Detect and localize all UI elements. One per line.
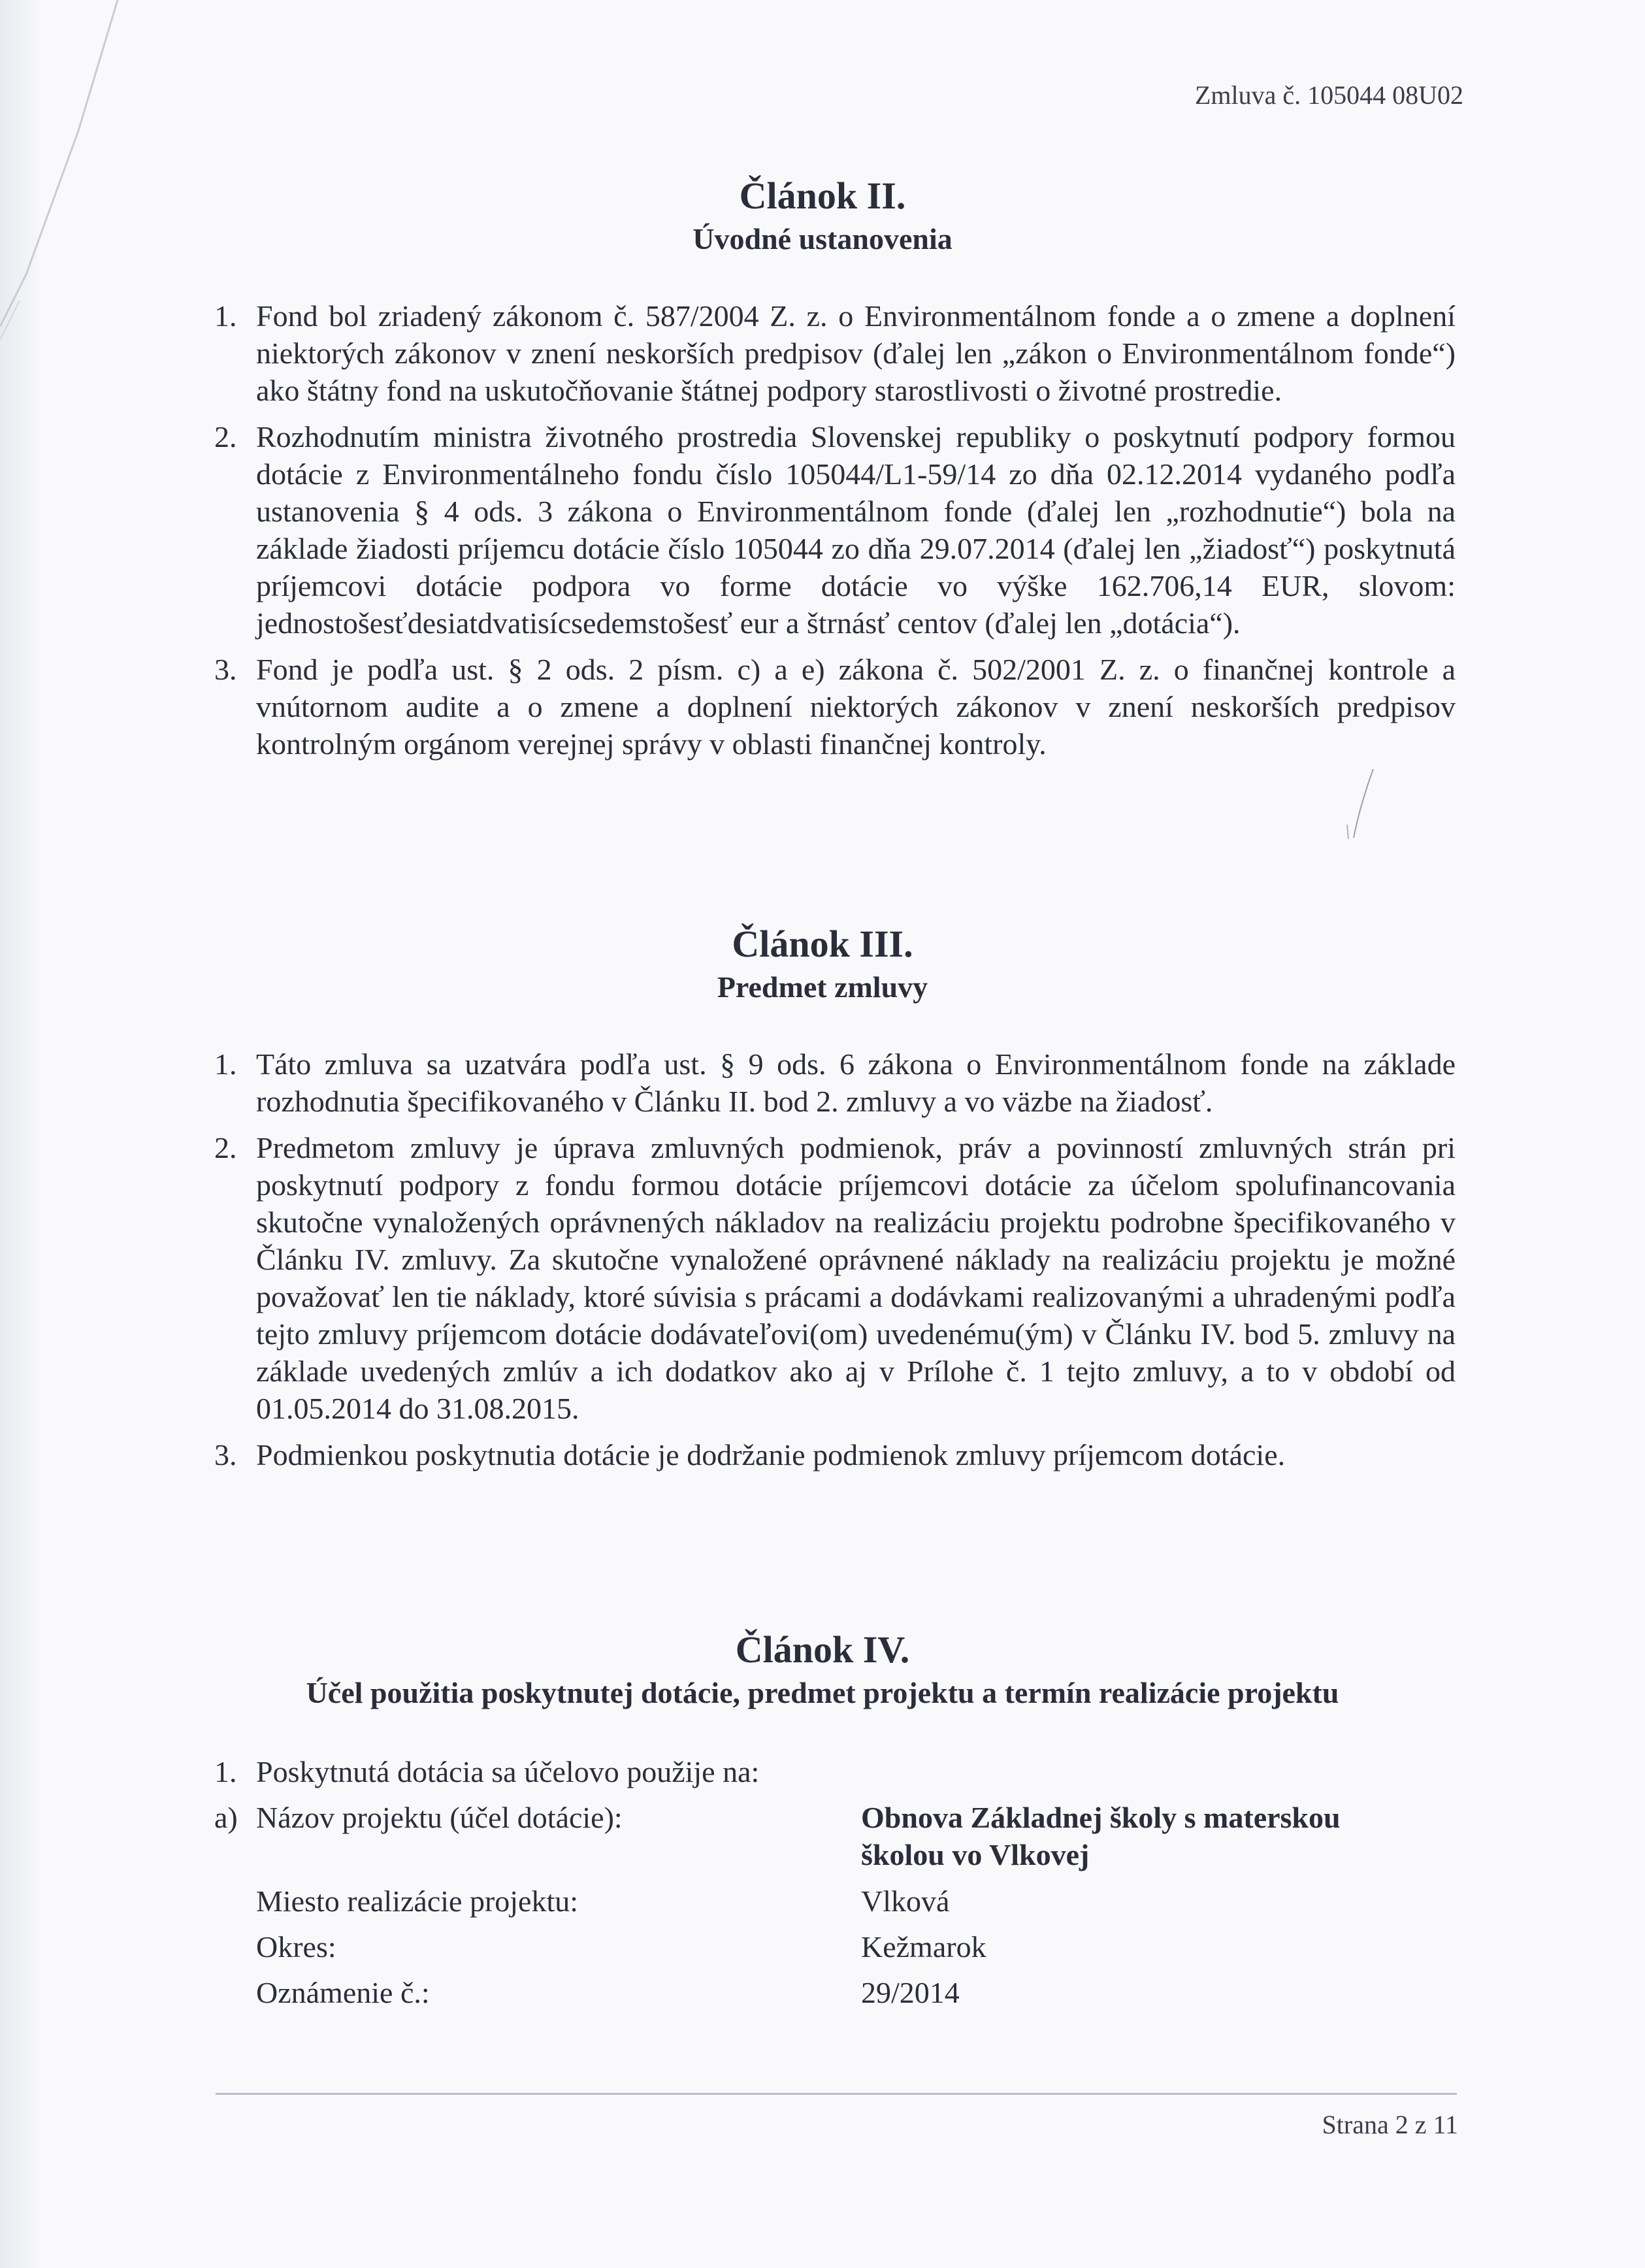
item-number: 2. — [214, 420, 237, 453]
item-number: 1. — [214, 299, 237, 333]
article-4-subtitle: Účel použitia poskytnutej dotácie, predmet projektu a termín realizácie projektu — [306, 1676, 1339, 1709]
notice-row — [214, 1974, 1456, 2020]
item-text: Táto zmluva sa uzatvára podľa ust. § 9 ods. 6 zákona o Environmentálnom fonde na základe rozhodnutia špecifikovaného v Článku II. bod 2. zmluvy a vo väzbe na žiadosť. — [256, 1047, 1456, 1118]
project-name-line-2: školou vo Vlkovej — [861, 1838, 1090, 1871]
footer-divider — [216, 2093, 1457, 2095]
page-number: Strana 2 z 11 — [1322, 2110, 1458, 2139]
location-row — [214, 1882, 1456, 1928]
item-text: Predmetom zmluvy je úprava zmluvných podmienok, práv a povinností zmluvných strán pri poskytnutí podpory z fondu formou dotácie príjemcovi dotácie za účelom spolufinancovania skutočne vynaložených oprávnených nákladov na realizáciu projektu podrobne špecifikovaného v Článku IV. zmluvy. Za skutočne vynaložené oprávnené náklady na realizáciu projektu je možné považovať len tie náklady, ktoré súvisia s prácami a dodávkami realizovanými a uhradenými podľa tejto zmluvy príjemcom dotácie dodávateľovi(om) uvedenému(ým) v Článku IV. bod 5. zmluvy na základe uvedených zmlúv a ich dodatkov ako aj v Prílohe č. 1 tejto zmluvy, a to v období od 01.05.2014 do 31.08.2015. — [256, 1131, 1456, 1425]
article-3-list — [214, 1045, 1456, 1483]
article-2-title: Článok II. — [739, 174, 906, 217]
contract-reference: Zmluva č. 105044 08U02 — [1194, 80, 1463, 110]
item-text: Podmienkou poskytnutia dotácie je dodržanie podmienok zmluvy príjemcom dotácie. — [256, 1438, 1286, 1471]
article-2-subtitle: Úvodné ustanovenia — [692, 222, 953, 255]
article-3-title: Článok III. — [732, 923, 913, 965]
project-name-row — [214, 1799, 1456, 1882]
article-4-heading — [0, 1627, 1645, 1713]
article-2-list — [214, 297, 1456, 772]
item-number: 2. — [214, 1131, 237, 1164]
notice-value: 29/2014 — [861, 1976, 960, 2009]
list-item — [214, 297, 1456, 409]
item-text: Fond je podľa ust. § 2 ods. 2 písm. c) a e) zákona č. 502/2001 Z. z. o finančnej kontrole a vnútornom audite a o zmene a doplnení niektorých zákonov v znení neskorších predpisov kontrolným orgánom verejnej správy v oblasti finančnej kontroly. — [256, 653, 1456, 761]
list-item — [214, 651, 1456, 763]
project-name-value — [861, 1799, 1341, 1873]
list-item — [214, 418, 1456, 642]
article-3-subtitle: Predmet zmluvy — [717, 970, 928, 1004]
article-3-heading — [0, 921, 1645, 1008]
article-2-heading — [0, 173, 1645, 259]
intro-row — [214, 1753, 1456, 1799]
location-label: Miesto realizácie projektu: — [256, 1884, 579, 1918]
article-4-title: Článok IV. — [735, 1628, 910, 1671]
list-item — [214, 1436, 1456, 1473]
item-number: 1. — [214, 1047, 237, 1081]
item-number: 1. — [214, 1755, 237, 1788]
district-label: Okres: — [256, 1930, 336, 1964]
list-item — [214, 1129, 1456, 1427]
notice-label: Oznámenie č.: — [256, 1976, 430, 2009]
location-value: Vlková — [861, 1884, 950, 1918]
project-details — [214, 1753, 1456, 2020]
item-number: 3. — [214, 1438, 237, 1471]
item-number: a) — [214, 1801, 238, 1834]
pen-mark — [1341, 766, 1380, 844]
list-item — [214, 1045, 1456, 1120]
item-text: Fond bol zriadený zákonom č. 587/2004 Z. z. o Environmentálnom fonde a o zmene a doplnení niektorých zákonov v znení neskorších predpisov (ďalej len „zákon o Environmentálnom fonde“) ako štátny fond na uskutočňovanie štátnej podpory starostlivosti o životné prostredie. — [256, 299, 1456, 407]
project-name-line-1: Obnova Základnej školy s materskou — [861, 1801, 1341, 1834]
intro-text: Poskytnutá dotácia sa účelovo použije na: — [256, 1755, 760, 1788]
item-text: Rozhodnutím ministra životného prostredia Slovenskej republiky o poskytnutí podpory formou dotácie z Environmentálneho fondu číslo 105044/L1-59/14 zo dňa 02.12.2014 vydaného podľa ustanovenia § 4 ods. 3 zákona o Environmentálnom fonde (ďalej len „rozhodnutie“) bola na základe žiadosti príjemcu dotácie číslo 105044 zo dňa 29.07.2014 (ďalej len „žiadosť“) poskytnutá príjemcovi dotácie podpora vo forme dotácie vo výške 162.706,14 EUR, slovom: jednostošesťdesiatdvatisícsedemstošesť eur a štrnásť centov (ďalej len „dotácia“). — [256, 420, 1456, 640]
district-row — [214, 1928, 1456, 1974]
project-name-label: Názov projektu (účel dotácie): — [256, 1801, 623, 1834]
district-value: Kežmarok — [861, 1930, 986, 1964]
item-number: 3. — [214, 653, 237, 686]
